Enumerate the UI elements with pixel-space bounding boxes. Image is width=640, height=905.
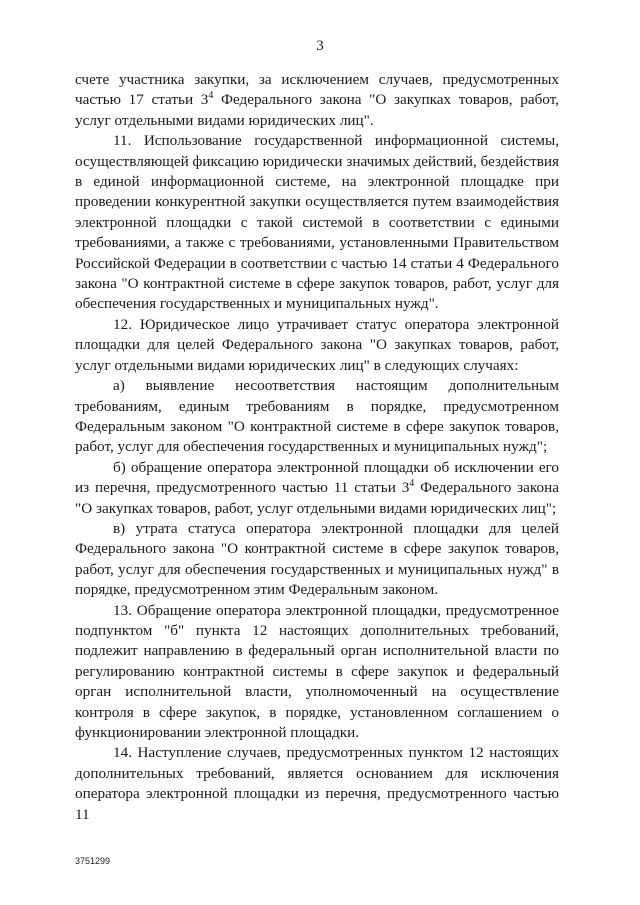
- paragraph-text: счете участника закупки, за исключением случаев, предусмотренных частью 17 статьи 3: [75, 71, 559, 109]
- paragraph-continuation: [75, 70, 559, 131]
- paragraph-11: 11. Использование государственной информационной системы, осуществляющей фиксацию юридически значимых действий, бездействия в единой информационной системе, на электронной площадке при проведении конкурентной закупки осуществляется путем взаимодействия электронной площадки с такой системой в соответствии с едиными требованиями, а также с требованиями, установленными Правительством Российской Федерации в соответствии с частью 14 статьи 4 Федерального закона "О контрактной системе в сфере закупок товаров, работ, услуг для обеспечения государственных и муниципальных нужд".: [75, 132, 559, 313]
- paragraph-12: 12. Юридическое лицо утрачивает статус оператора электронной площадки для целей Федерального закона "О закупках товаров, работ, услуг отдельными видами юридических лиц" в следующих случаях:: [75, 315, 559, 374]
- subparagraph-a: а) выявление несоответствия настоящим дополнительным требованиям, единым требованиям в порядке, предусмотренном Федеральным законом "О контрактной системе в сфере закупок товаров, работ, услуг для обеспечения государственных и муниципальных нужд";: [75, 377, 559, 456]
- paragraph-13: 13. Обращение оператора электронной площадки, предусмотренное подпунктом "б" пункта 12 настоящих дополнительных требований, подлежит направлению в федеральный орган исполнительной власти по регулированию контрактной системы в сфере закупок и федеральный орган исполнительной власти, уполномоченный на осуществление контроля в сфере закупок, в порядке, установленном соглашением о функционировании электронной площадки.: [75, 601, 559, 741]
- paragraph-text: б) обращение оператора электронной площадки об исключении его из перечня, предусмотренного частью 11 статьи 3: [75, 458, 559, 497]
- superscript: 4: [208, 90, 214, 102]
- paragraph-text: Федерального закона "О закупках товаров, работ, услуг отдельными видами юридических лиц";: [75, 479, 559, 517]
- page-number: 3: [316, 38, 324, 54]
- superscript: 4: [409, 478, 415, 490]
- document-body: [75, 70, 559, 825]
- subparagraph-v: в) утрата статуса оператора электронной площадки для целей Федерального закона "О контрактной системе в сфере закупок товаров, работ, услуг для обеспечения государственных и муниципальных нужд" в порядке, предусмотренном этим Федеральным законом.: [75, 519, 559, 599]
- subparagraph-b: [75, 458, 559, 519]
- document-code: 3751299: [75, 856, 111, 866]
- paragraph-14: 14. Наступление случаев, предусмотренных пунктом 12 настоящих дополнительных требований, является основанием для исключения оператора электронной площадки из перечня, предусмотренного частью 11: [75, 744, 559, 823]
- paragraph-text: Федерального закона "О закупках товаров, работ, услуг отдельными видами юридических лиц".: [75, 91, 559, 129]
